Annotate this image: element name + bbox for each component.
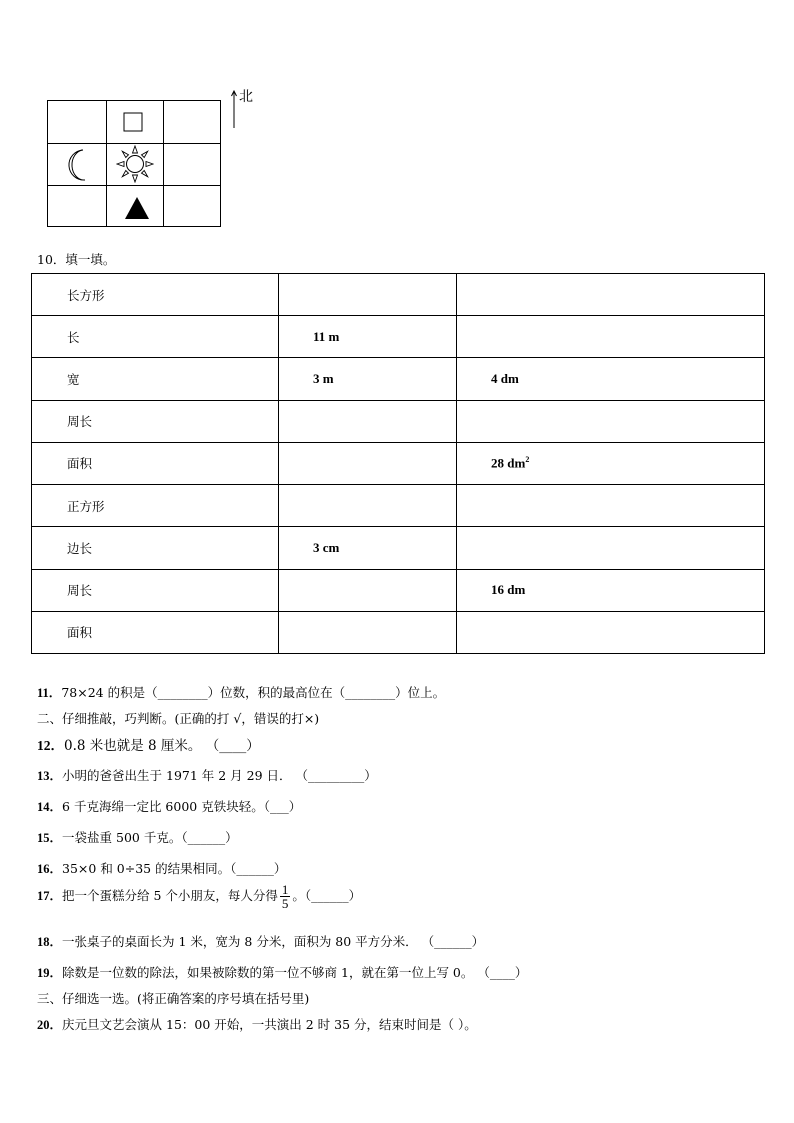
section-2-heading: 二、仔细推敲，巧判断。(正确的打 √，错误的打×) bbox=[37, 711, 320, 726]
question-15 bbox=[37, 828, 238, 846]
row-label-cell bbox=[32, 485, 279, 527]
question-number: 13． bbox=[37, 769, 63, 783]
question-number: 18． bbox=[37, 935, 63, 949]
fraction-denominator: 5 bbox=[281, 896, 289, 911]
question-text: 除数是一位数的除法，如果被除数的第一位不够商 1，就在第一位上写 0。 （____） bbox=[62, 965, 528, 980]
question-text: 6 千克海绵一定比 6000 克铁块轻。（___） bbox=[62, 799, 302, 814]
question-number: 15． bbox=[37, 831, 63, 845]
table-cell bbox=[279, 358, 457, 400]
cell-text: 面积 bbox=[67, 456, 93, 472]
row-label-cell bbox=[32, 569, 279, 611]
grid-line bbox=[48, 143, 220, 144]
table-row bbox=[32, 442, 765, 484]
table-cell bbox=[457, 527, 765, 569]
triangle-icon bbox=[123, 195, 151, 221]
question-text: 把一个蛋糕分给 5 个小朋友，每人分得 bbox=[62, 888, 278, 903]
cell-text: 3 m bbox=[313, 371, 334, 387]
table-cell bbox=[457, 442, 765, 484]
question-text: 小明的爸爸出生于 1971 年 2 月 29 日． （_________） bbox=[62, 768, 377, 783]
table-row bbox=[32, 485, 765, 527]
table-cell bbox=[279, 442, 457, 484]
fraction bbox=[280, 883, 291, 910]
cell-text: 宽 bbox=[67, 372, 80, 388]
grid-line bbox=[106, 101, 107, 226]
table-cell bbox=[457, 400, 765, 442]
cell-text: 28 dm bbox=[491, 455, 526, 471]
question-18 bbox=[37, 932, 484, 950]
table-row bbox=[32, 611, 765, 653]
cell-text: 4 dm bbox=[491, 371, 519, 387]
question-16 bbox=[37, 859, 286, 877]
table-row bbox=[32, 569, 765, 611]
question-text: 35×0 和 0÷35 的结果相同。（______） bbox=[62, 861, 287, 876]
row-label-cell bbox=[32, 442, 279, 484]
cell-text: 11 m bbox=[313, 328, 340, 344]
cell-text: 边长 bbox=[67, 540, 93, 556]
fill-table bbox=[31, 273, 765, 654]
table-cell bbox=[279, 485, 457, 527]
question-number: 12． bbox=[37, 738, 64, 753]
cell-text: 长 bbox=[67, 329, 80, 345]
table-cell bbox=[279, 400, 457, 442]
cell-text: 16 dm bbox=[491, 582, 526, 598]
table-cell bbox=[457, 611, 765, 653]
grid-line bbox=[163, 101, 164, 226]
table-row bbox=[32, 316, 765, 358]
row-label-cell bbox=[32, 274, 279, 316]
question-text: 一张桌子的桌面长为 1 米，宽为 8 分米，面积为 80 平方分米． （______） bbox=[62, 934, 485, 949]
table-cell bbox=[279, 316, 457, 358]
question-text: 一袋盐重 500 千克。（______） bbox=[62, 830, 238, 845]
table-cell bbox=[457, 274, 765, 316]
section-3-heading: 三、仔细选一选。(将正确答案的序号填在括号里) bbox=[37, 991, 310, 1006]
table-row bbox=[32, 274, 765, 316]
grid-line bbox=[48, 185, 220, 186]
table-row bbox=[32, 358, 765, 400]
q10-title: 10．填一填。 bbox=[37, 252, 116, 267]
question-text: 78×24 的积是（________）位数，积的最高位在（________）位上。 bbox=[61, 685, 446, 700]
table-cell bbox=[457, 485, 765, 527]
table-cell bbox=[457, 358, 765, 400]
table-cell bbox=[457, 569, 765, 611]
cell-text: 周长 bbox=[67, 583, 93, 599]
question-13 bbox=[37, 766, 377, 784]
question-number: 16． bbox=[37, 862, 63, 876]
cell-text: 正方形 bbox=[67, 498, 105, 514]
cell-text: 3 cm bbox=[313, 539, 340, 555]
table-cell bbox=[279, 274, 457, 316]
table-cell bbox=[457, 316, 765, 358]
row-label-cell bbox=[32, 358, 279, 400]
question-17 bbox=[37, 883, 361, 910]
question-text-end: 。（______） bbox=[292, 888, 362, 903]
row-label-cell bbox=[32, 611, 279, 653]
question-number: 19． bbox=[37, 966, 63, 980]
question-12 bbox=[37, 734, 260, 754]
question-number: 14． bbox=[37, 800, 63, 814]
table-cell bbox=[279, 527, 457, 569]
row-label-cell bbox=[32, 527, 279, 569]
question-number: 20． bbox=[37, 1018, 63, 1032]
sun-icon bbox=[116, 145, 154, 183]
north-arrow-icon bbox=[231, 90, 237, 130]
question-text: 0.8 米也就是 8 厘米。 （____） bbox=[64, 738, 260, 754]
moon-icon bbox=[63, 148, 93, 182]
square-icon bbox=[123, 112, 145, 134]
cell-text: 长方形 bbox=[67, 287, 105, 303]
question-text: 庆元旦文艺会演从 15：00 开始，一共演出 2 时 35 分，结束时间是（ ）。 bbox=[62, 1017, 477, 1032]
question-14 bbox=[37, 797, 301, 815]
fraction-numerator: 1 bbox=[281, 882, 289, 897]
table-row bbox=[32, 400, 765, 442]
question-number: 11． bbox=[37, 686, 62, 700]
north-label: 北 bbox=[239, 89, 253, 105]
row-label-cell bbox=[32, 400, 279, 442]
cell-text: 面积 bbox=[67, 625, 93, 641]
direction-grid bbox=[47, 100, 221, 227]
north-indicator bbox=[231, 86, 271, 130]
table-row bbox=[32, 527, 765, 569]
table-cell bbox=[279, 569, 457, 611]
question-20 bbox=[37, 1015, 477, 1033]
row-label-cell bbox=[32, 316, 279, 358]
table-cell bbox=[279, 611, 457, 653]
question-number: 17． bbox=[37, 889, 63, 903]
superscript: 2 bbox=[525, 455, 530, 465]
question-11 bbox=[37, 683, 445, 701]
question-19 bbox=[37, 963, 527, 981]
cell-text: 周长 bbox=[67, 414, 93, 430]
